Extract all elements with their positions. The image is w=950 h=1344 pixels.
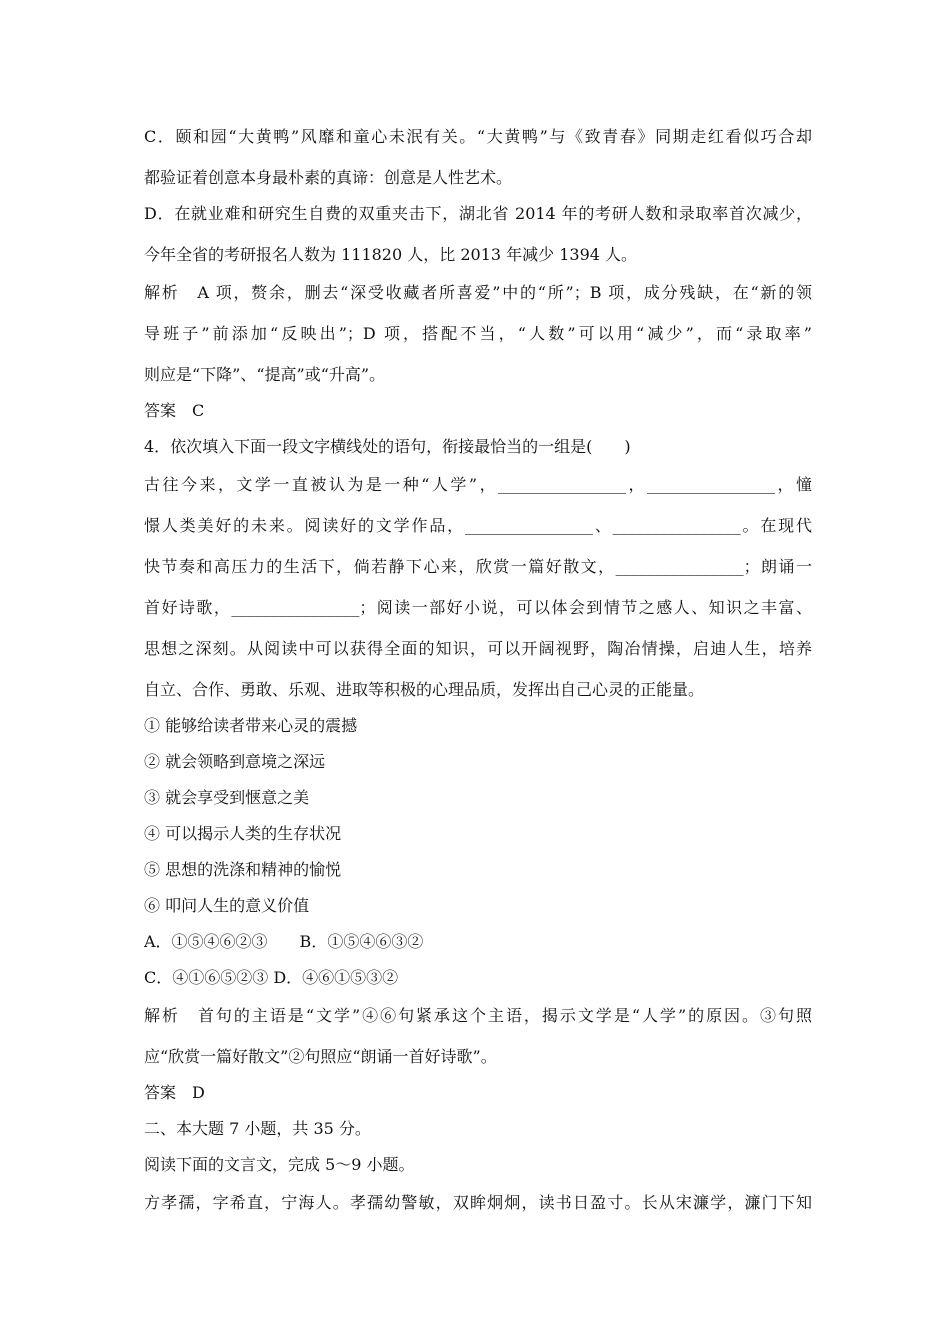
sentence-option-1: ① 能够给读者带来心灵的震撼 <box>144 716 358 735</box>
option-d-line-2: 今年全省的考研报名人数为 111820 人，比 2013 年减少 1394 人。 <box>144 245 638 264</box>
analysis-4-line-1: 解析 首句的主语是“文学”④⑥句紧承这个主语，揭示文学是“人学”的原因。③句照 <box>144 1006 812 1025</box>
answer-4: 答案 D <box>144 1083 205 1102</box>
sentence-option-4: ④ 可以揭示人类的生存状况 <box>144 824 342 843</box>
passage-line-3: 快节奏和高压力的生活下，倘若静下心来，欣赏一篇好散文，________________；朗诵一 <box>144 557 812 576</box>
option-c-line-1: C．颐和园“大黄鸭”风靡和童心未泯有关。“大黄鸭”与《致青春》同期走红看似巧合却 <box>144 127 812 146</box>
passage-line-1: 古往今来，文学一直被认为是一种“人学”，________________，________________，憧 <box>144 475 812 494</box>
analysis-3-line-1: 解析 A 项，赘余，删去“深受收藏者所喜爱”中的“所”；B 项，成分残缺，在“新的领 <box>144 283 812 302</box>
passage-line-4: 首好诗歌，________________；阅读一部好小说，可以体会到情节之感人、知识之丰富、 <box>144 598 812 617</box>
option-d-line-1: D．在就业难和研究生自费的双重夹击下，湖北省 2014 年的考研人数和录取率首次减少， <box>144 204 812 223</box>
answer-3: 答案 C <box>144 401 205 420</box>
passage-line-5: 思想之深刻。从阅读中可以获得全面的知识，可以开阔视野，陶冶情操，启迪人生，培养 <box>144 639 812 658</box>
analysis-3-line-3: 则应是“下降”、“提高”或“升高”。 <box>144 365 386 384</box>
analysis-4-line-2: 应“欣赏一篇好散文”②句照应“朗诵一首好诗歌”。 <box>144 1047 497 1066</box>
section-2-heading: 二、本大题 7 小题，共 35 分。 <box>144 1119 371 1138</box>
sentence-option-5: ⑤ 思想的洗涤和精神的愉悦 <box>144 860 342 879</box>
passage-line-6: 自立、合作、勇敢、乐观、进取等积极的心理品质，发挥出自己心灵的正能量。 <box>144 680 705 699</box>
question-4-stem: 4．依次填入下面一段文字横线处的语句，衔接最恰当的一组是( ) <box>144 437 631 456</box>
sentence-option-3: ③ 就会享受到惬意之美 <box>144 788 310 807</box>
sentence-option-6: ⑥ 叩问人生的意义价值 <box>144 896 310 915</box>
passage-line-2: 憬人类美好的未来。阅读好的文学作品，________________、________________。在现代 <box>144 516 812 535</box>
sentence-option-2: ② 就会领略到意境之深远 <box>144 752 326 771</box>
analysis-3-line-2: 导班子”前添加“反映出”；D 项，搭配不当，“人数”可以用“减少”，而“录取率” <box>144 324 812 343</box>
choices-c-d: C．④①⑥⑤②③ D．④⑥①⑤③② <box>144 968 399 987</box>
choices-a-b: A．①⑤④⑥②③ B．①⑤④⑥③② <box>144 932 424 951</box>
option-c-line-2: 都验证着创意本身最朴素的真谛：创意是人性艺术。 <box>144 168 513 187</box>
classical-text-line-1: 方孝孺，字希直，宁海人。孝孺幼警敏，双眸炯炯，读书日盈寸。长从宋濂学，濂门下知 <box>144 1193 812 1212</box>
reading-instruction: 阅读下面的文言文，完成 5～9 小题。 <box>144 1155 415 1174</box>
